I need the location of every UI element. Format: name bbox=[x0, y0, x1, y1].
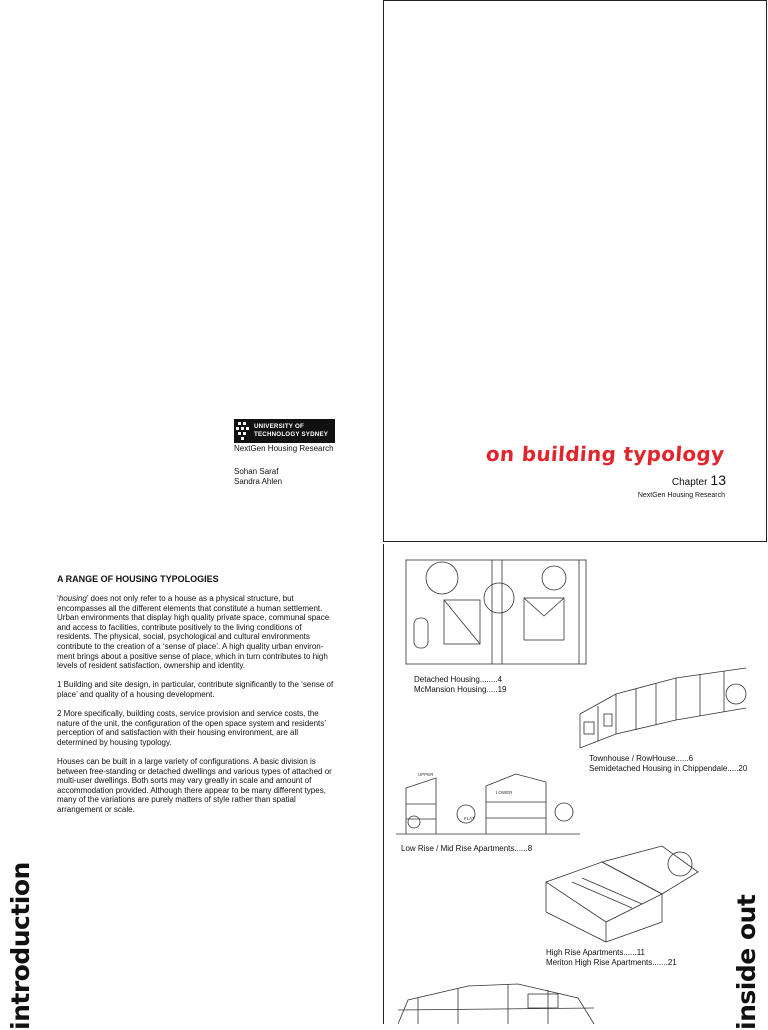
detached-housing-sketch bbox=[404, 558, 588, 666]
contents-detached bbox=[414, 675, 507, 695]
contents-line: McMansion Housing.....19 bbox=[414, 685, 507, 694]
paragraph-1 bbox=[57, 594, 337, 671]
contents-line: Semidetached Housing in Chippendale.....20 bbox=[589, 764, 748, 773]
author-1: Sohan Saraf bbox=[234, 467, 279, 476]
article-body bbox=[57, 594, 337, 824]
contents-low-rise bbox=[401, 844, 532, 854]
side-word-introduction: introduction bbox=[6, 862, 35, 1030]
chapter-word: Chapter bbox=[671, 477, 708, 488]
cover-title: on building typology bbox=[484, 442, 725, 466]
contents-line: Townhouse / RowHouse......6 bbox=[589, 754, 694, 763]
logo-line-2: TECHNOLOGY SYDNEY bbox=[254, 431, 329, 438]
contents-townhouse bbox=[589, 754, 747, 774]
p1-open-quote: ‘ bbox=[57, 594, 59, 603]
chapter-label bbox=[672, 472, 726, 488]
contents-line: Detached Housing........4 bbox=[414, 675, 503, 684]
sketch-label-flat: FLAT bbox=[464, 816, 475, 821]
contents-line: Meriton High Rise Apartments.......21 bbox=[546, 958, 677, 967]
sketch-label-lower: LOWER bbox=[496, 790, 513, 795]
p1-text: ’ does not only refer to a house as a physical structure, but encompasses all the different elements that constitute a human settlement. Urban environments that display high quality private space, communal space and access to facilities, contribute positively to the living conditions of residents. The physical, social, psychological and cultural environments contribute to the creation of a ‘sense of place’. A high quality urban environ-ment brings about a positive sense of place, which in turn contributes to high levels of resident satisfaction, ownership and identity. bbox=[57, 594, 330, 671]
high-rise-sketch bbox=[542, 842, 702, 944]
low-rise-sketch bbox=[396, 764, 580, 838]
townhouse-sketch bbox=[576, 664, 754, 750]
side-word-inside-out: inside out bbox=[732, 894, 761, 1030]
contents-line: Low Rise / Mid Rise Apartments......8 bbox=[401, 844, 533, 853]
research-group: NextGen Housing Research bbox=[234, 444, 334, 453]
article-heading: A RANGE OF HOUSING TYPOLOGIES bbox=[57, 574, 219, 584]
author-2: Sandra Ahlen bbox=[234, 477, 283, 486]
cover-subtitle: NextGen Housing Research bbox=[637, 492, 725, 499]
p1-italic-word: housing bbox=[58, 594, 87, 603]
uts-crest-icon bbox=[236, 421, 252, 441]
streetscape-sketch bbox=[398, 970, 598, 1024]
page-divider bbox=[383, 544, 384, 1024]
contents-high-rise bbox=[546, 948, 677, 968]
paragraph-3: 2 More specifically, building costs, service provision and service costs, the nature of the unit, the configuration of the open space system and residents’ perception of and satisfaction with their housing environment, are all determined by housing typology. bbox=[57, 709, 326, 747]
sketch-label-upper: UPPER bbox=[418, 772, 434, 777]
contents-line: High Rise Apartments......11 bbox=[546, 948, 646, 957]
logo-line-1: UNIVERSITY OF bbox=[254, 423, 304, 430]
paragraph-4: Houses can be built in a large variety of configurations. A basic division is between free-standing or detached dwellings and various types of attached or multi-user dwellings. Both sorts may vary greatly in scale and amount of accommodation provided. Although there appear to be many different types, many of the variations are purely matters of style rather than spatial arrangement or scale. bbox=[57, 757, 332, 815]
chapter-number: 13 bbox=[710, 472, 726, 488]
uts-logo bbox=[234, 419, 335, 443]
paragraph-2: 1 Building and site design, in particular, contribute significantly to the ‘sense of place’ and quality of a housing development. bbox=[57, 680, 334, 699]
